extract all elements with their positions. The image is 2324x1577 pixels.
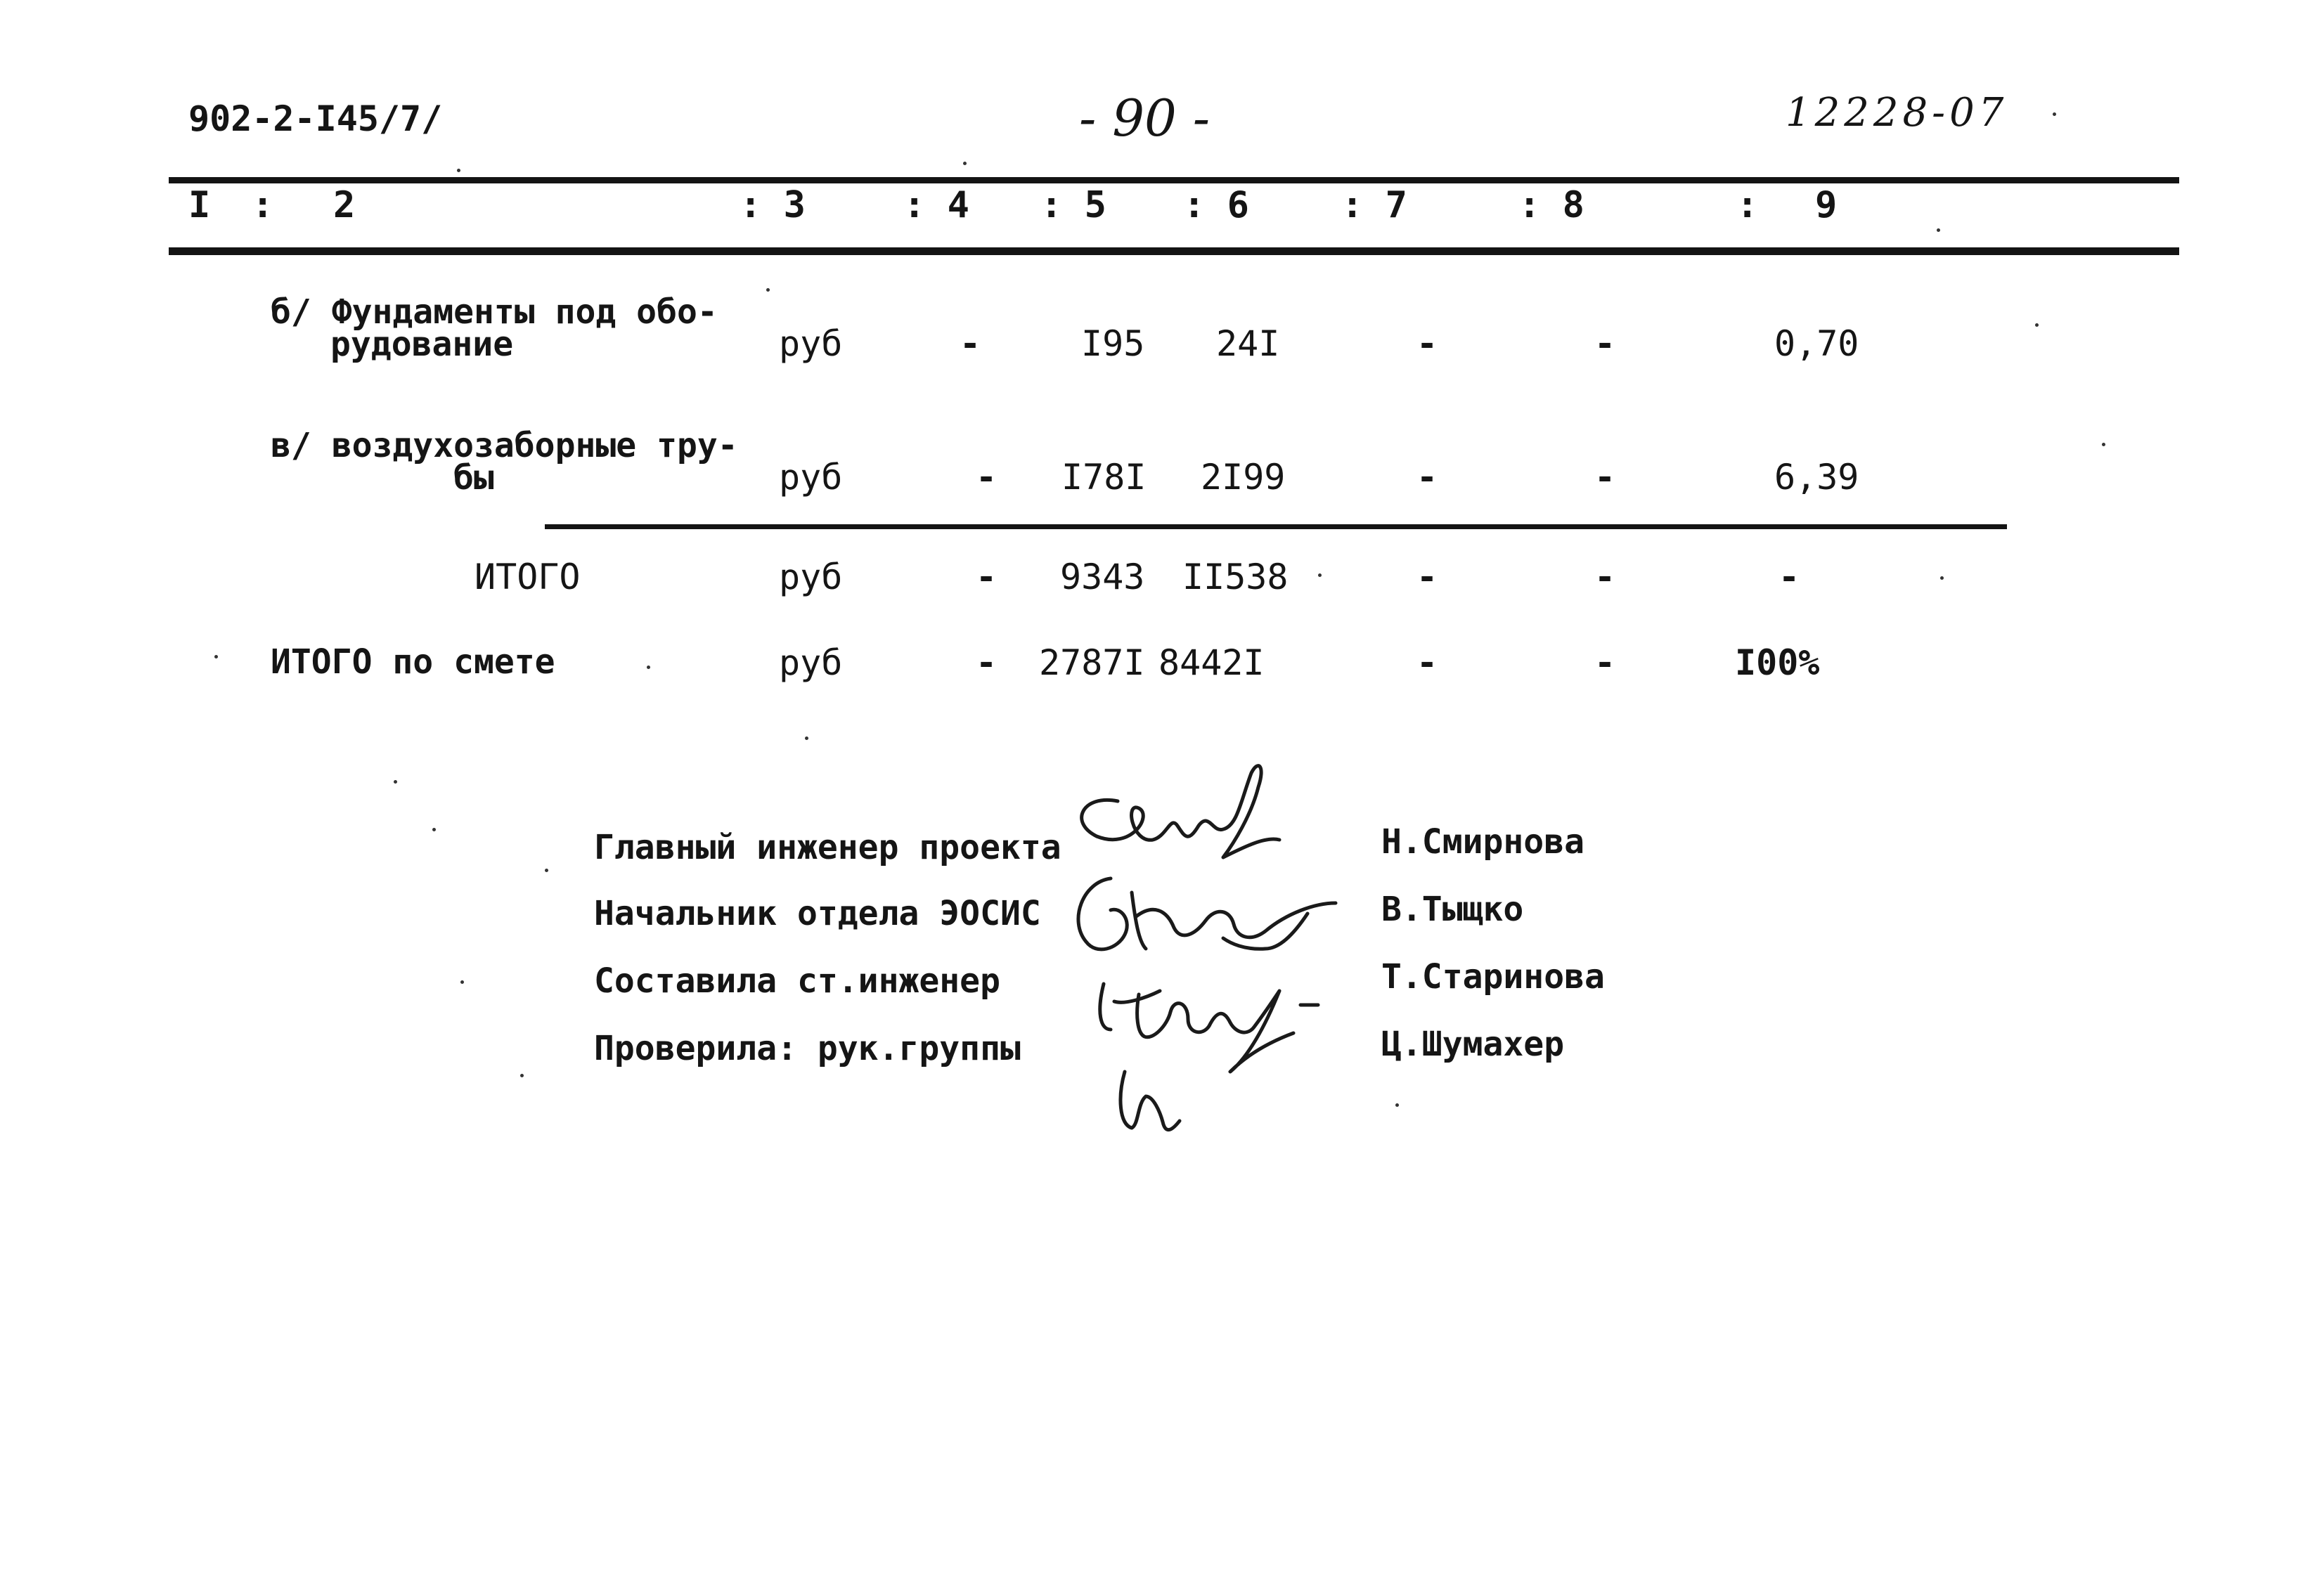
- row-col4: -: [976, 557, 998, 597]
- row-label: ИТОГО: [475, 557, 581, 597]
- row-col5: 2787I: [1039, 642, 1145, 683]
- column-number-1: I: [188, 184, 211, 226]
- row-col7: -: [1416, 642, 1438, 683]
- row-unit: руб: [779, 457, 843, 498]
- column-separator: :: [252, 184, 274, 226]
- row-col4: -: [976, 642, 998, 683]
- row-col7: -: [1416, 557, 1438, 597]
- row-col8: -: [1594, 642, 1616, 683]
- signatory-title: Составила ст.инженер: [594, 961, 1000, 1001]
- signatory-name: Н.Смирнова: [1381, 822, 1584, 862]
- row-col9: -: [1778, 557, 1800, 597]
- row-label-line1: в/ воздухозаборные тру-: [271, 426, 738, 465]
- row-unit: руб: [779, 557, 843, 597]
- row-col7: -: [1416, 323, 1438, 364]
- signature-starinova: [1100, 984, 1318, 1072]
- column-number-6: : 6: [1183, 184, 1249, 226]
- page-number: - 90 -: [1079, 89, 1211, 148]
- column-separator: :: [1736, 184, 1759, 226]
- signature-smirnova: [1082, 766, 1279, 857]
- row-col6: 2I99: [1201, 457, 1286, 498]
- row-label: ИТОГО по смете: [271, 642, 555, 682]
- row-label-line2: бы: [453, 458, 494, 498]
- row-col9: 6,39: [1774, 457, 1859, 498]
- subtotal-rule: [545, 524, 2007, 529]
- row-col5: I78I: [1061, 457, 1147, 498]
- column-number-8: : 8: [1518, 184, 1584, 226]
- signatory-title: Проверила: рук.группы: [594, 1029, 1021, 1068]
- row-col4: -: [960, 323, 981, 364]
- row-col9: I00%: [1735, 642, 1820, 683]
- row-label-line2: рудование: [330, 325, 514, 364]
- signatory-name: Ц.Шумахер: [1381, 1025, 1565, 1064]
- row-col6: 24I: [1216, 323, 1280, 364]
- handwritten-signatures: [1054, 759, 1364, 1138]
- row-col4: -: [976, 457, 998, 498]
- signatory-title: Главный инженер проекта: [594, 828, 1061, 867]
- row-col8: -: [1594, 323, 1616, 364]
- column-number-9: 9: [1815, 184, 1838, 226]
- header-rule-bottom: [169, 247, 2179, 255]
- row-col5: I95: [1081, 323, 1145, 364]
- signature-tyshko: [1078, 878, 1336, 949]
- header-rule-top: [169, 177, 2179, 183]
- document-code: 902-2-I45/7/: [188, 98, 443, 139]
- row-col6: 8442I: [1158, 642, 1265, 683]
- column-number-2: 2: [333, 184, 356, 226]
- column-number-7: : 7: [1341, 184, 1407, 226]
- row-unit: руб: [779, 642, 843, 683]
- signatory-title: Начальник отдела ЭОСИС: [594, 894, 1041, 933]
- signatory-name: В.Тыщко: [1381, 890, 1524, 929]
- row-col8: -: [1594, 557, 1616, 597]
- row-col8: -: [1594, 457, 1616, 498]
- column-number-4: : 4: [903, 184, 969, 226]
- signature-shumakher: [1121, 1072, 1180, 1130]
- row-col5: 9343: [1060, 557, 1145, 597]
- column-number-3: : 3: [740, 184, 806, 226]
- row-col7: -: [1416, 457, 1438, 498]
- archive-number: 12228-07: [1786, 90, 2008, 136]
- row-label-line1: б/ Фундаменты под обо-: [271, 292, 718, 332]
- row-unit: руб: [779, 323, 843, 364]
- column-number-5: : 5: [1040, 184, 1106, 226]
- signatory-name: Т.Старинова: [1381, 957, 1605, 997]
- row-col9: 0,70: [1774, 323, 1859, 364]
- row-col6: II538: [1182, 557, 1289, 597]
